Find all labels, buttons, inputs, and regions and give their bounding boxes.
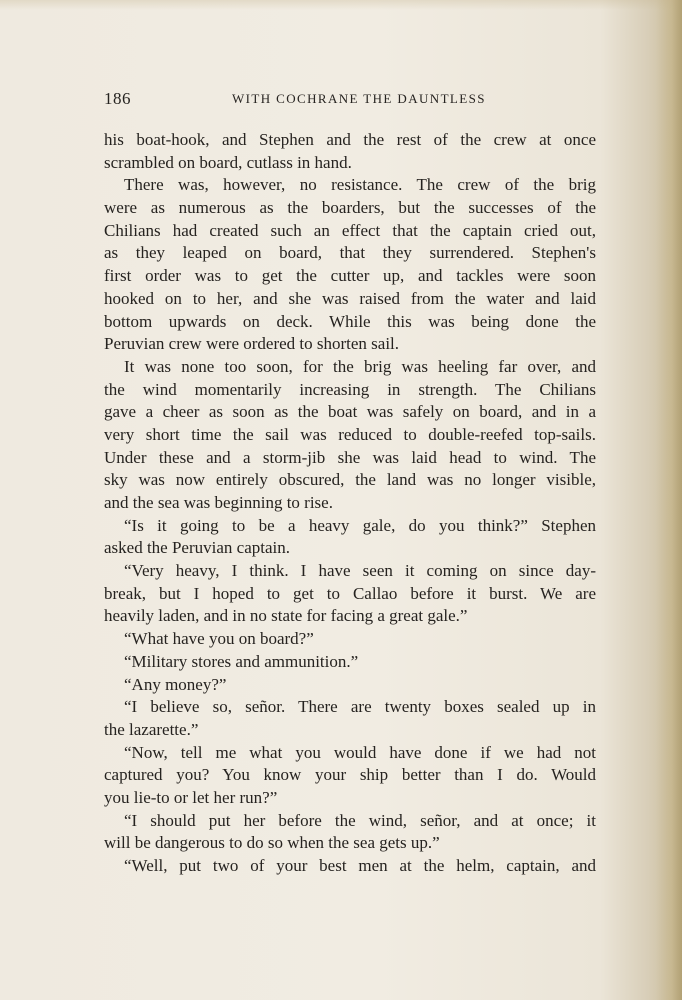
text-line: as they leaped on board, that they surrendered. Stephen's	[104, 243, 596, 263]
text-line: and the sea was beginning to rise.	[104, 493, 333, 512]
text-line: heavily laden, and in no state for facing a great gale.”	[104, 606, 468, 626]
page-number: 186	[104, 89, 131, 108]
text-line: were as numerous as the boarders, but the successes of the	[104, 198, 596, 218]
text-line: “I should put her before the wind, señor, and at once; it	[124, 810, 596, 830]
text-line: sky was now entirely obscured, the land was no longer visible,	[104, 470, 596, 490]
text-line: “Military stores and ammunition.”	[124, 651, 359, 671]
text-line: Chilians had created such an effect that the captain cried out,	[104, 220, 596, 240]
text-line: break, but I hoped to get to Callao before it burst. We are	[104, 583, 596, 603]
text-line: “What have you on board?”	[124, 629, 314, 649]
body-text	[104, 129, 596, 878]
page-gutter-shadow	[656, 0, 682, 1000]
text-line: you lie-to or let her run?”	[104, 787, 278, 807]
text-line: Under these and a storm-jib she was laid head to wind. The	[104, 447, 596, 467]
text-line: Peruvian crew were ordered to shorten sail.	[104, 334, 400, 354]
text-line: first order was to get the cutter up, and tackles were soon	[104, 266, 596, 286]
text-line: the lazarette.”	[104, 719, 199, 739]
text-line: “Is it going to be a heavy gale, do you think?” Stephen	[124, 515, 596, 535]
running-head	[104, 89, 595, 109]
text-line: “Any money?”	[124, 674, 227, 694]
text-line: the wind momentarily increasing in strength. The Chilians	[104, 379, 596, 399]
text-line: gave a cheer as soon as the boat was safely on board, and in a	[104, 402, 596, 422]
text-line: hooked on to her, and she was raised from the water and laid	[104, 288, 596, 308]
text-line: “Very heavy, I think. I have seen it coming on since day-	[124, 561, 596, 581]
page-top-shadow	[0, 0, 682, 10]
text-line: captured you? You know your ship better than I do. Would	[104, 765, 596, 785]
text-line: scrambled on board, cutlass in hand.	[104, 152, 352, 172]
text-line: It was none too soon, for the brig was heeling far over, and	[124, 356, 596, 376]
text-line: There was, however, no resistance. The crew of the brig	[124, 175, 596, 195]
text-line: asked the Peruvian captain.	[104, 538, 290, 558]
running-title: WITH COCHRANE THE DAUNTLESS	[232, 91, 486, 106]
text-line: “Well, put two of your best men at the helm, captain, and	[124, 856, 596, 875]
text-line: will be dangerous to do so when the sea gets up.”	[104, 833, 440, 853]
text-line: very short time the sail was reduced to double-reefed top-sails.	[104, 424, 596, 444]
text-line: “Now, tell me what you would have done if we had not	[124, 742, 596, 762]
text-line: his boat-hook, and Stephen and the rest of the crew at once	[104, 130, 596, 149]
text-line: bottom upwards on deck. While this was being done the	[104, 311, 596, 331]
text-line: “I believe so, señor. There are twenty boxes sealed up in	[124, 697, 596, 717]
